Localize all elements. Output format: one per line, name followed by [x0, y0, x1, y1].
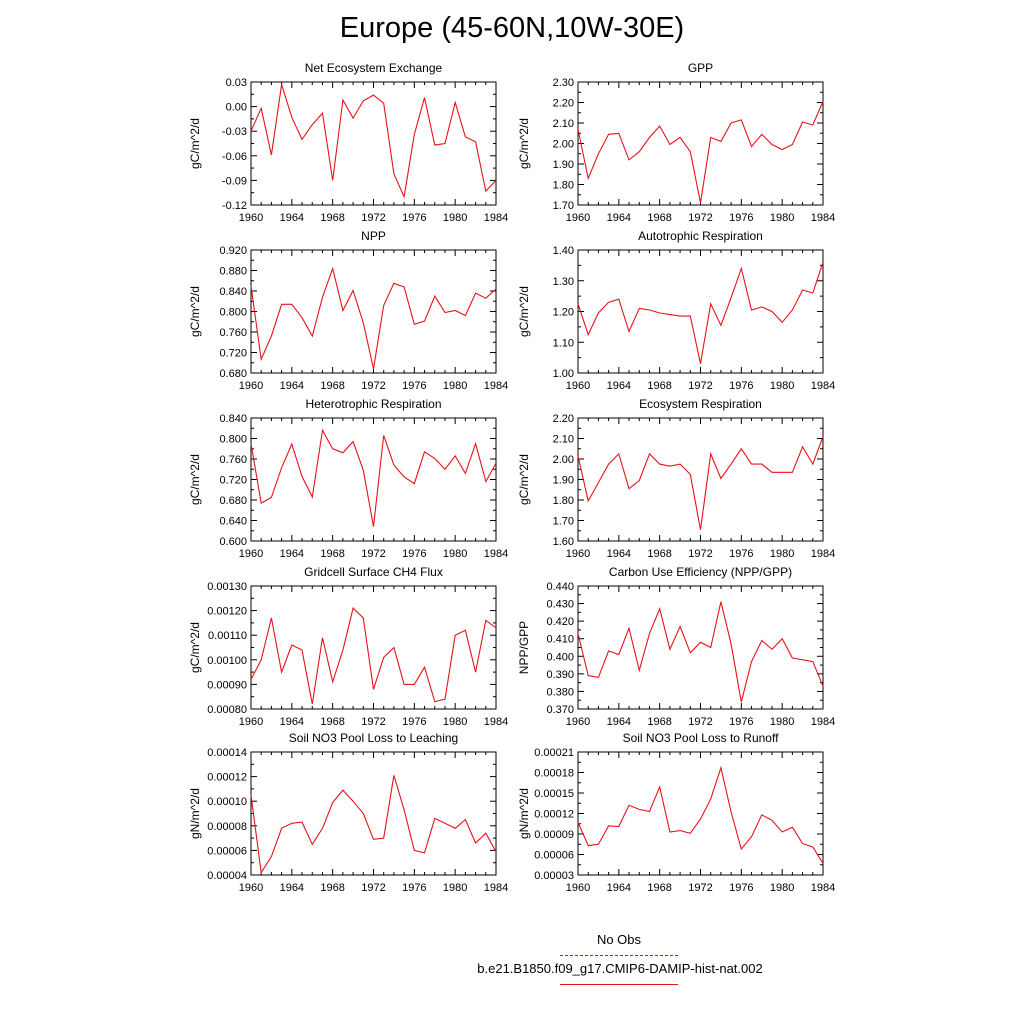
- chart-panel-2: [188, 229, 508, 392]
- x-tick-label: 1960: [238, 548, 264, 560]
- y-tick-label: 0.680: [219, 368, 247, 380]
- x-tick-label: 1980: [442, 548, 468, 560]
- x-tick-label: 1980: [769, 548, 795, 560]
- x-tick-label: 1968: [320, 548, 345, 560]
- x-tick-label: 1960: [565, 548, 591, 560]
- y-tick-label: 0.03: [225, 77, 247, 89]
- chart-panel-3: [517, 229, 835, 392]
- y-tick-label: 0.840: [219, 286, 247, 298]
- y-tick-label: 0.840: [219, 413, 247, 425]
- x-tick-label: 1964: [606, 212, 632, 224]
- y-axis-label: gC/m^2/d: [517, 118, 531, 169]
- panel-title: GPP: [687, 61, 714, 75]
- y-tick-label: 0.440: [546, 581, 574, 593]
- y-tick-label: 0.680: [219, 495, 247, 507]
- x-tick-label: 1972: [688, 548, 713, 560]
- y-tick-label: 0.430: [546, 598, 574, 611]
- y-tick-label: 1.90: [552, 159, 574, 171]
- series-line: [251, 269, 496, 369]
- y-tick-label: -0.12: [221, 200, 247, 212]
- y-tick-label: 1.30: [552, 275, 574, 288]
- x-tick-label: 1984: [810, 212, 836, 224]
- x-tick-label: 1960: [565, 716, 591, 728]
- panel-title: Ecosystem Respiration: [639, 397, 762, 411]
- x-tick-label: 1968: [647, 548, 672, 560]
- y-tick-label: 0.00015: [534, 788, 574, 800]
- x-tick-label: 1964: [279, 716, 305, 728]
- y-tick-label: 0.00010: [207, 796, 247, 809]
- y-tick-label: 0.00008: [207, 820, 247, 833]
- x-tick-label: 1960: [238, 380, 264, 392]
- x-tick-label: 1984: [483, 212, 509, 224]
- x-tick-label: 1972: [361, 212, 386, 224]
- series-line: [578, 602, 823, 702]
- y-tick-label: 0.00012: [534, 808, 574, 821]
- x-tick-label: 1976: [402, 212, 427, 224]
- y-tick-label: 1.00: [552, 368, 574, 380]
- y-axis-label: gC/m^2/d: [188, 286, 202, 337]
- chart-panel-8: [188, 731, 508, 894]
- y-tick-label: 0.00120: [207, 605, 247, 618]
- x-tick-label: 1968: [320, 212, 345, 224]
- y-tick-label: 0.420: [546, 616, 574, 629]
- panel-title: Carbon Use Efficiency (NPP/GPP): [608, 565, 793, 579]
- y-tick-label: 0.00080: [207, 704, 247, 716]
- x-tick-label: 1984: [810, 716, 836, 728]
- y-tick-label: 0.720: [219, 347, 247, 360]
- x-tick-label: 1968: [647, 716, 672, 728]
- series-line: [578, 102, 823, 203]
- y-axis-label: NPP/GPP: [517, 620, 531, 675]
- y-tick-label: 0.600: [219, 536, 247, 548]
- panel-title: Soil NO3 Pool Loss to Leaching: [288, 731, 459, 745]
- y-tick-label: 2.20: [552, 97, 574, 110]
- y-tick-label: -0.06: [221, 150, 247, 163]
- series-line: [251, 775, 496, 872]
- plot-frame: [251, 586, 496, 709]
- x-tick-label: 1972: [688, 212, 713, 224]
- y-tick-label: 2.00: [552, 138, 574, 151]
- chart-panel-5: [517, 397, 835, 560]
- y-axis-label: gC/m^2/d: [188, 118, 202, 169]
- x-tick-label: 1984: [810, 548, 836, 560]
- y-tick-label: 1.10: [552, 337, 574, 350]
- y-tick-label: 0.920: [219, 245, 247, 257]
- y-axis-label: gC/m^2/d: [188, 622, 202, 673]
- y-tick-label: 1.20: [552, 306, 574, 319]
- x-tick-label: 1984: [483, 548, 509, 560]
- panel-title: NPP: [361, 229, 386, 243]
- x-tick-label: 1980: [442, 212, 468, 224]
- y-tick-label: 0.00009: [534, 829, 574, 841]
- y-tick-label: 1.60: [552, 536, 574, 548]
- y-tick-label: 1.70: [552, 200, 574, 212]
- x-tick-label: 1972: [361, 380, 386, 392]
- plot-frame: [578, 82, 823, 205]
- y-tick-label: 1.70: [552, 515, 574, 528]
- x-tick-label: 1972: [688, 380, 713, 392]
- panel-title: Gridcell Surface CH4 Flux: [304, 565, 443, 579]
- x-tick-label: 1976: [729, 716, 754, 728]
- y-tick-label: 2.10: [552, 118, 574, 130]
- x-tick-label: 1968: [320, 882, 345, 894]
- x-tick-label: 1976: [402, 882, 427, 894]
- legend-obs-label: No Obs: [596, 932, 642, 947]
- plot-frame: [578, 418, 823, 541]
- x-tick-label: 1968: [320, 380, 345, 392]
- x-tick-label: 1960: [565, 882, 591, 894]
- plot-frame: [251, 82, 496, 205]
- x-tick-label: 1984: [810, 380, 836, 392]
- y-tick-label: 0.00130: [207, 581, 247, 593]
- y-axis-label: gN/m^2/d: [517, 788, 531, 839]
- x-tick-label: 1964: [606, 882, 632, 894]
- x-tick-label: 1976: [729, 548, 754, 560]
- x-tick-label: 1960: [565, 212, 591, 224]
- series-line: [251, 608, 496, 704]
- x-tick-label: 1972: [688, 882, 713, 894]
- x-tick-label: 1976: [729, 212, 754, 224]
- y-tick-label: -0.09: [221, 175, 247, 188]
- y-tick-label: 1.80: [552, 495, 574, 507]
- y-tick-label: 0.390: [546, 668, 574, 681]
- x-tick-label: 1964: [606, 548, 632, 560]
- panel-title: Heterotrophic Respiration: [305, 397, 442, 411]
- chart-panel-4: [188, 397, 508, 560]
- plot-frame: [251, 752, 496, 875]
- x-tick-label: 1976: [402, 716, 427, 728]
- y-tick-label: 0.640: [219, 515, 247, 528]
- x-tick-label: 1980: [769, 716, 795, 728]
- y-tick-label: 0.720: [219, 474, 247, 487]
- x-tick-label: 1984: [810, 882, 836, 894]
- series-line: [578, 437, 823, 530]
- y-tick-label: -0.03: [221, 126, 247, 139]
- y-tick-label: 0.370: [546, 704, 574, 716]
- legend-model-label: b.e21.B1850.f09_g17.CMIP6-DAMIP-hist-nat.002: [477, 961, 763, 976]
- x-tick-label: 1964: [606, 380, 632, 392]
- x-tick-label: 1964: [279, 212, 305, 224]
- chart-panel-9: [517, 731, 835, 894]
- y-tick-label: 1.40: [552, 245, 574, 257]
- y-tick-label: 2.10: [552, 433, 574, 446]
- y-tick-label: 0.760: [219, 454, 247, 466]
- x-tick-label: 1968: [320, 716, 345, 728]
- x-tick-label: 1972: [361, 716, 386, 728]
- x-tick-label: 1976: [729, 882, 754, 894]
- x-tick-label: 1972: [361, 882, 386, 894]
- series-line: [251, 85, 496, 197]
- x-tick-label: 1964: [606, 716, 632, 728]
- y-tick-label: 0.00004: [207, 870, 247, 882]
- y-tick-label: 0.800: [219, 433, 247, 446]
- y-tick-label: 0.00021: [534, 747, 574, 759]
- x-tick-label: 1960: [565, 380, 591, 392]
- x-tick-label: 1980: [442, 380, 468, 392]
- x-tick-label: 1984: [483, 380, 509, 392]
- plot-frame: [578, 752, 823, 875]
- x-tick-label: 1968: [647, 380, 672, 392]
- y-tick-label: 2.30: [552, 77, 574, 89]
- x-tick-label: 1964: [279, 882, 305, 894]
- y-tick-label: 1.90: [552, 474, 574, 487]
- x-tick-label: 1968: [647, 212, 672, 224]
- y-tick-label: 0.880: [219, 265, 247, 278]
- y-tick-label: 0.400: [546, 651, 574, 664]
- x-tick-label: 1980: [769, 380, 795, 392]
- y-tick-label: 0.380: [546, 686, 574, 699]
- y-tick-label: 0.760: [219, 327, 247, 339]
- x-tick-label: 1960: [238, 212, 264, 224]
- panel-title: Autotrophic Respiration: [638, 229, 763, 243]
- y-tick-label: 0.00018: [534, 767, 574, 780]
- x-tick-label: 1976: [729, 380, 754, 392]
- y-tick-label: 0.00014: [207, 747, 247, 759]
- y-tick-label: 0.00110: [208, 630, 247, 643]
- chart-panel-7: [517, 565, 835, 728]
- y-tick-label: 1.80: [552, 179, 574, 192]
- series-line: [578, 262, 823, 364]
- y-axis-label: gC/m^2/d: [188, 454, 202, 505]
- x-tick-label: 1976: [402, 548, 427, 560]
- legend-obs-line: [560, 955, 678, 956]
- x-tick-label: 1984: [483, 716, 509, 728]
- y-axis-label: gC/m^2/d: [517, 286, 531, 337]
- panel-title: Soil NO3 Pool Loss to Runoff: [622, 731, 779, 745]
- x-tick-label: 1960: [238, 882, 264, 894]
- x-tick-label: 1976: [402, 380, 427, 392]
- y-tick-label: 0.00012: [207, 771, 247, 784]
- panel-title: Net Ecosystem Exchange: [304, 61, 443, 75]
- y-tick-label: 0.00006: [534, 849, 574, 862]
- series-line: [251, 430, 496, 526]
- x-tick-label: 1972: [688, 716, 713, 728]
- x-tick-label: 1980: [769, 882, 795, 894]
- y-tick-label: 2.20: [552, 413, 574, 425]
- series-line: [578, 768, 823, 864]
- x-tick-label: 1972: [361, 548, 386, 560]
- y-axis-label: gN/m^2/d: [188, 788, 202, 839]
- figure-title: Europe (45-60N,10W-30E): [339, 12, 685, 44]
- y-tick-label: 0.00003: [534, 870, 574, 882]
- x-tick-label: 1960: [238, 716, 264, 728]
- y-tick-label: 0.00090: [207, 679, 247, 692]
- y-tick-label: 2.00: [552, 454, 574, 466]
- plot-frame: [251, 250, 496, 373]
- y-axis-label: gC/m^2/d: [517, 454, 531, 505]
- x-tick-label: 1964: [279, 380, 305, 392]
- y-tick-label: 0.00: [225, 101, 247, 114]
- y-tick-label: 0.800: [219, 306, 247, 319]
- plot-frame: [578, 250, 823, 373]
- chart-panel-0: [188, 61, 508, 224]
- x-tick-label: 1984: [483, 882, 509, 894]
- y-tick-label: 0.00006: [207, 845, 247, 858]
- chart-panel-6: [188, 565, 508, 728]
- y-tick-label: 0.00100: [207, 654, 247, 667]
- x-tick-label: 1980: [769, 212, 795, 224]
- x-tick-label: 1980: [442, 882, 468, 894]
- chart-panel-1: [517, 61, 835, 224]
- legend-model-line: [560, 984, 678, 985]
- x-tick-label: 1964: [279, 548, 305, 560]
- x-tick-label: 1968: [647, 882, 672, 894]
- y-tick-label: 0.410: [546, 633, 574, 646]
- x-tick-label: 1980: [442, 716, 468, 728]
